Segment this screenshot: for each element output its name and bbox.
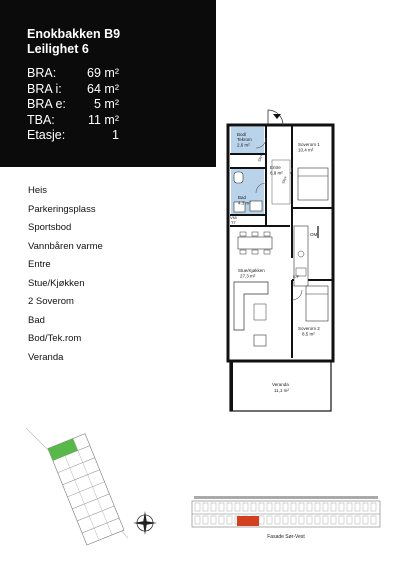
stat-row-bra	[27, 66, 119, 82]
stat-label: Etasje:	[27, 128, 66, 142]
area-stats	[27, 66, 119, 144]
feature-item: Entre	[28, 259, 51, 270]
sofa-icon	[234, 282, 268, 330]
room-area-entre: 6,8 m²	[270, 170, 283, 176]
room-area-soverom2: 8,5 m²	[302, 331, 315, 337]
stat-row-bra-i	[27, 82, 119, 98]
project-title: Enokbakken B9	[27, 27, 121, 41]
chair-icon	[252, 232, 258, 236]
stat-value: 64 m²	[87, 81, 119, 96]
header-block	[0, 0, 216, 167]
room-label-stue: Stue/Kjøkken	[238, 268, 265, 273]
entry-arrow-icon	[273, 114, 281, 119]
stat-row-tba	[27, 113, 119, 129]
stat-value: 1	[112, 128, 119, 142]
room-label-veranda: Veranda	[272, 382, 289, 387]
floor-plan	[210, 108, 340, 418]
feature-item: Parkeringsplass	[28, 203, 96, 215]
room-label-soverom2: Soverom 2	[298, 326, 320, 331]
room-label-bad: Bad	[238, 195, 247, 200]
stat-label: BRA e:	[27, 97, 66, 111]
veranda-wall	[230, 361, 233, 411]
label-tt: TT	[231, 220, 236, 225]
unit-highlight	[237, 516, 259, 526]
unit-subtitle: Leilighet 6	[27, 42, 89, 56]
label-kf: K/F	[293, 274, 300, 279]
chair-icon	[264, 250, 270, 254]
feature-item: 2 Soverom	[28, 296, 74, 307]
stat-label: BRA:	[27, 66, 57, 80]
room-area-stue: 27,3 m²	[240, 273, 256, 279]
label-skyv-1: Skyv	[257, 153, 264, 163]
room-label-bod: Bod/	[237, 132, 247, 137]
stat-row-bra-e	[27, 97, 119, 113]
facade-drawing	[180, 494, 390, 564]
stat-label: TBA:	[27, 112, 55, 127]
building-block	[48, 434, 124, 545]
room-area-bod: 2,6 m²	[237, 142, 250, 148]
label-om: OM	[310, 232, 318, 237]
stat-value: 11 m²	[87, 112, 119, 127]
room-area-veranda: 11,1 m²	[274, 388, 289, 393]
entry-door	[268, 110, 283, 125]
stat-label: BRA i:	[27, 81, 62, 96]
stat-value: 69 m²	[87, 66, 119, 80]
facade-caption: Fasade Sør-Vest	[267, 534, 305, 540]
room-area-bad: 4,3 m²	[238, 200, 251, 206]
label-skyv-2: Skyv	[281, 175, 288, 185]
chair-icon	[240, 232, 246, 236]
feature-item: Bod/Tek.rom	[28, 333, 82, 344]
label-vm: VM/	[230, 215, 238, 220]
dining-table-icon	[238, 237, 272, 249]
sink-icon	[250, 201, 262, 211]
toilet-icon	[234, 172, 243, 183]
feature-item: Veranda	[28, 351, 64, 363]
site-plan	[18, 420, 188, 550]
room-label-entre: Entre	[270, 165, 281, 170]
room-label-bod-line2: Tekrom	[237, 137, 252, 142]
chair-icon	[264, 232, 270, 236]
feature-list	[28, 184, 103, 369]
feature-item: Stue/Kjøkken	[28, 277, 85, 289]
stat-row-etasje	[27, 128, 119, 144]
coffee-table-icon	[254, 304, 266, 320]
compass-icon	[133, 511, 157, 535]
facade-roof	[194, 496, 378, 499]
armchair-icon	[254, 335, 266, 346]
chair-icon	[252, 250, 258, 254]
bed-icon	[298, 168, 328, 200]
room-label-soverom1: Soverom 1	[298, 142, 320, 147]
feature-item: Vannbåren varme	[28, 240, 103, 252]
feature-item: Sportsbod	[28, 222, 72, 233]
chair-icon	[240, 250, 246, 254]
stat-value: 5 m²	[94, 97, 119, 111]
room-area-soverom1: 10,4 m²	[298, 147, 314, 153]
feature-item: Heis	[28, 185, 48, 196]
door-swing	[292, 290, 302, 300]
bed-icon	[306, 286, 328, 321]
feature-item: Bad	[28, 314, 45, 326]
